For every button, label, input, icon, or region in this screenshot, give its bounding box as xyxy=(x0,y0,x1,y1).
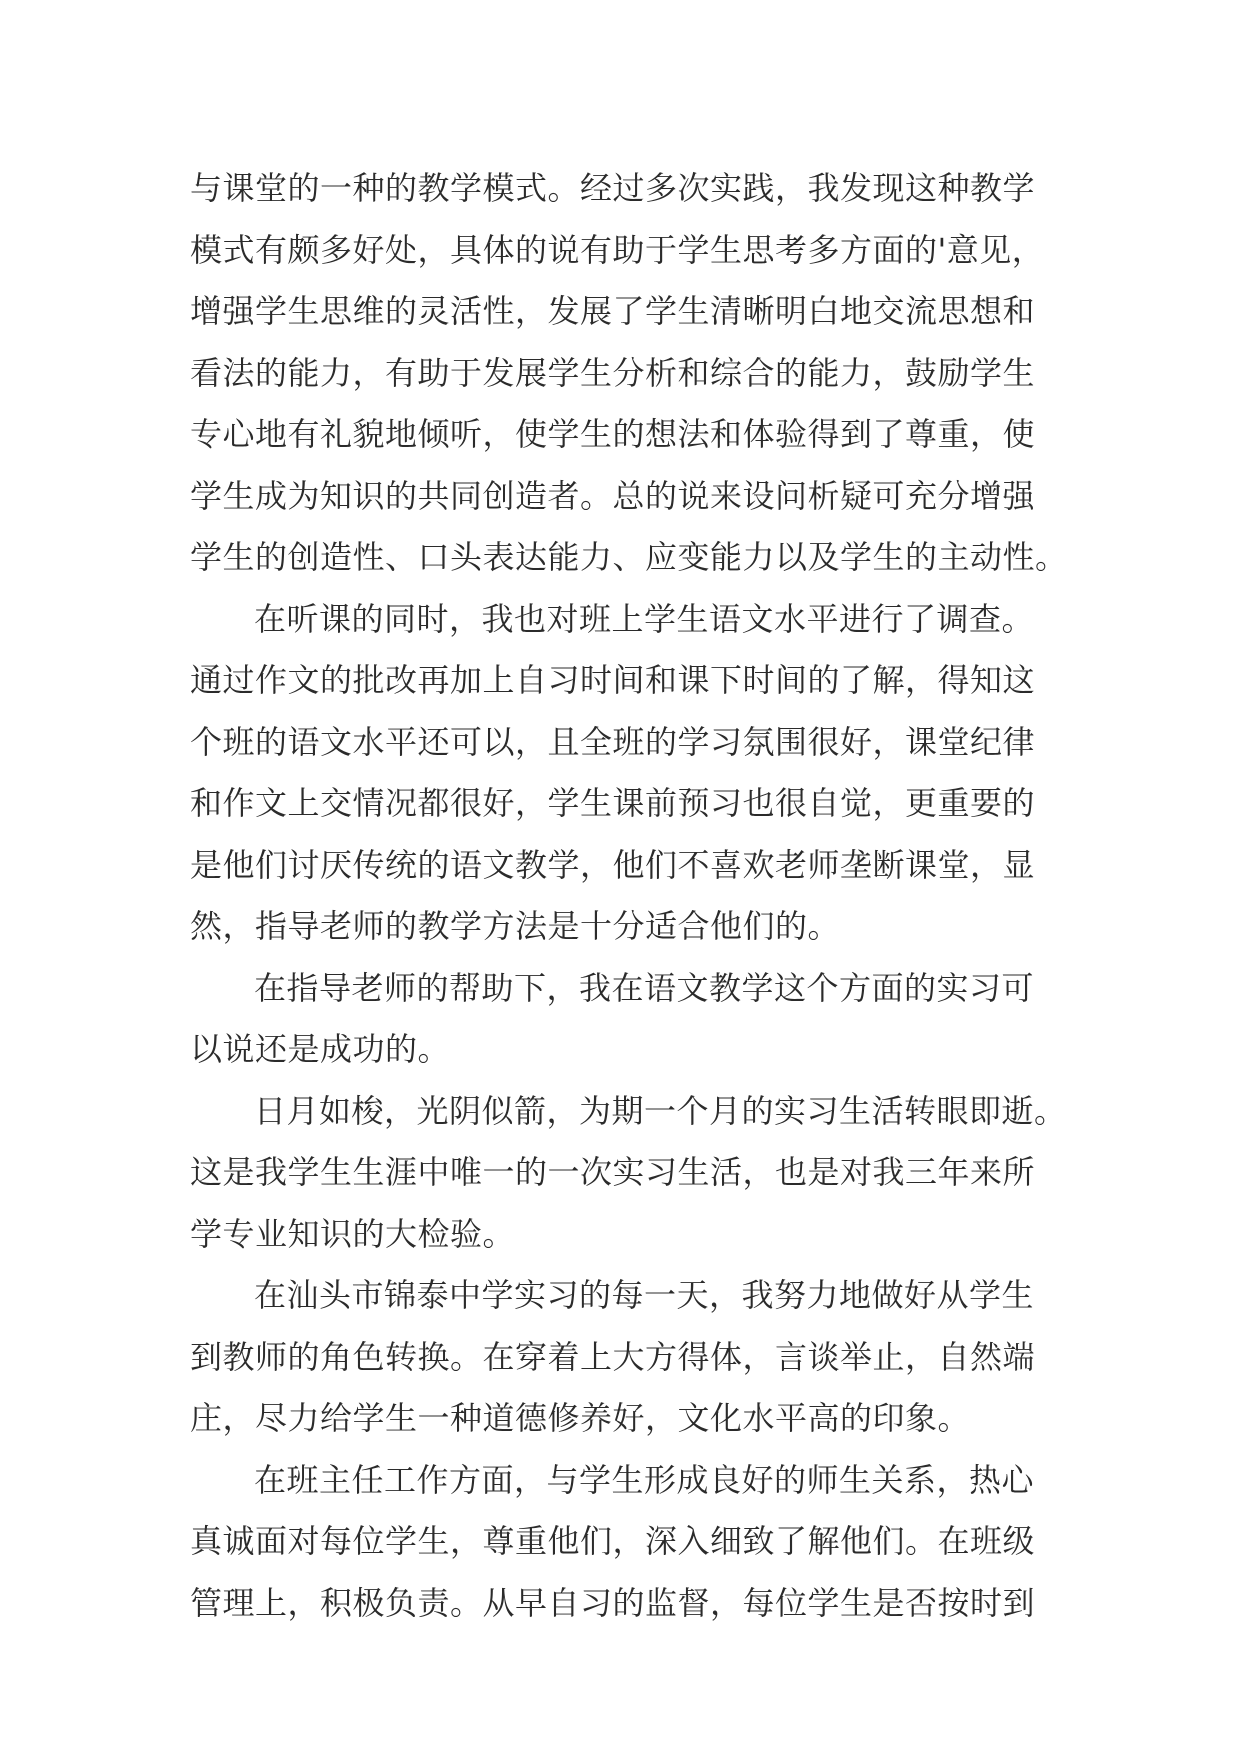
paragraph-start-line: 日月如梭，光阴似箭，为期一个月的实习生活转眼即逝。 xyxy=(254,1091,1067,1130)
text-line: 庄，尽力给学生一种道德修养好，文化水平高的印象。 xyxy=(190,1399,971,1437)
text-line: 和作文上交情况都很好，学生课前预习也很自觉，更重要的 xyxy=(190,784,1036,822)
text-line: 看法的能力，有助于发展学生分析和综合的能力，鼓励学生 xyxy=(190,353,1036,392)
text-line: 以说还是成功的。 xyxy=(190,1030,451,1068)
text-line: 真诚面对每位学生，尊重他们，深入细致了解他们。在班级 xyxy=(190,1522,1036,1560)
paragraph-start-line: 在指导老师的帮助下，我在语文教学这个方面的实习可 xyxy=(254,968,1035,1007)
text-line: 管理上，积极负责。从早自习的监督，每位学生是否按时到 xyxy=(190,1583,1036,1622)
text-line: 然，指导老师的教学方法是十分适合他们的。 xyxy=(190,907,841,945)
text-line: 专心地有礼貌地倾听，使学生的想法和体验得到了尊重，使 xyxy=(190,415,1036,453)
text-line: 这是我学生生涯中唯一的一次实习生活，也是对我三年来所 xyxy=(190,1153,1036,1191)
text-line: 个班的语文水平还可以，且全班的学习氛围很好，课堂纪律 xyxy=(190,722,1036,761)
text-line: 学专业知识的大检验。 xyxy=(190,1214,516,1253)
text-line: 学生的创造性、口头表达能力、应变能力以及学生的主动性。 xyxy=(190,538,1068,576)
text-line: 是他们讨厌传统的语文教学，他们不喜欢老师垄断课堂，显 xyxy=(190,845,1036,884)
text-line: 增强学生思维的灵活性，发展了学生清晰明白地交流思想和 xyxy=(190,292,1036,330)
paragraph-start-line: 在汕头市锦泰中学实习的每一天，我努力地做好从学生 xyxy=(254,1276,1035,1314)
text-line: 通过作文的批改再加上自习时间和课下时间的了解，得知这 xyxy=(190,661,1036,699)
text-line: 模式有颇多好处，具体的说有助于学生思考多方面的'意见， xyxy=(190,230,1045,269)
paragraph-start-line: 在听课的同时，我也对班上学生语文水平进行了调查。 xyxy=(254,599,1035,638)
text-line: 与课堂的一种的教学模式。经过多次实践，我发现这种教学 xyxy=(190,169,1036,207)
text-line: 学生成为知识的共同创造者。总的说来设问析疑可充分增强 xyxy=(190,476,1036,515)
text-line: 到教师的角色转换。在穿着上大方得体，言谈举止，自然端 xyxy=(190,1337,1036,1376)
paragraph-start-line: 在班主任工作方面，与学生形成良好的师生关系，热心 xyxy=(254,1460,1035,1499)
document-body xyxy=(190,158,1070,1634)
